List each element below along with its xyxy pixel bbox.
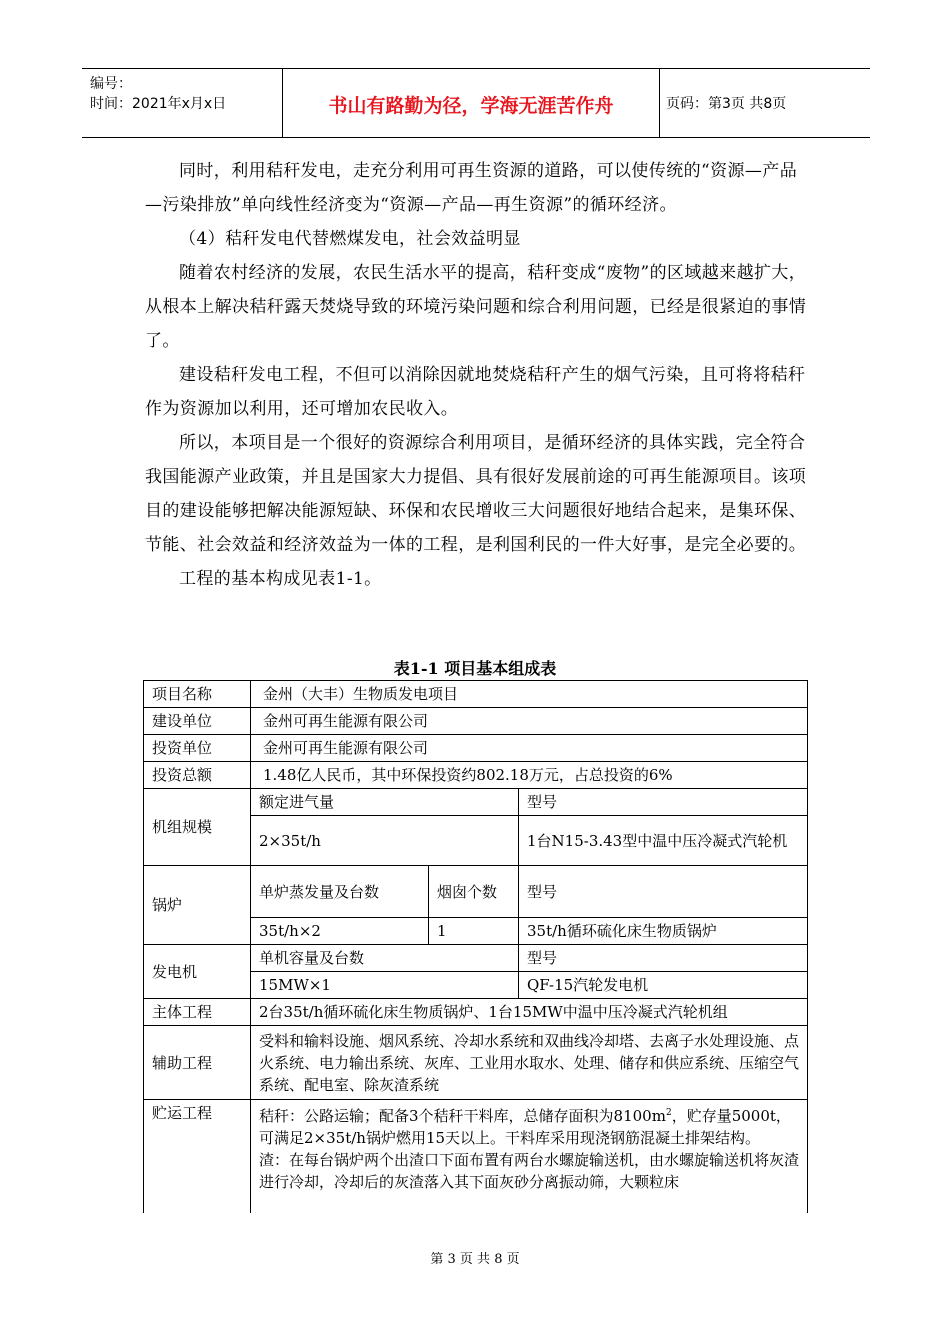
cell-value: 35t/h×2 bbox=[251, 918, 429, 945]
paragraph: 所以，本项目是一个很好的资源综合利用项目，是循环经济的具体实践，完全符合我国能源产业政策，并且是国家大力提倡、具有很好发展前途的可再生能源项目。该项目的建设能够把解决能源短缺、环保和农民增收三大问题很好地结合起来，是集环保、节能、社会效益和经济效益为一体的工程，是利国利民的一件大好事，是完全必要的。 bbox=[145, 433, 807, 555]
row-value: 受料和输料设施、烟风系统、冷却水系统和双曲线冷却塔、去离子水处理设施、点火系统、电力输出系统、灰库、工业用水取水、处理、储存和供应系统、压缩空气系统、配电室、除灰渣系统 bbox=[251, 1026, 808, 1100]
col-header: 型号 bbox=[519, 945, 808, 972]
col-header: 单炉蒸发量及台数 bbox=[251, 866, 429, 918]
cell-value: 1 bbox=[429, 918, 519, 945]
header-motto: 书山有路勤为径，学海无涯苦作舟 bbox=[328, 95, 614, 117]
page-header bbox=[82, 68, 870, 138]
table-row bbox=[144, 945, 808, 972]
page-footer: 第 3 页 共 8 页 bbox=[430, 1252, 520, 1267]
table-row bbox=[144, 1100, 808, 1230]
cell-value: 15MW×1 bbox=[251, 972, 519, 999]
col-header: 单机容量及台数 bbox=[251, 945, 519, 972]
page-break-mask bbox=[143, 1213, 808, 1253]
storage-straw-text-b: ，贮存量5000t，可满足2×35t/h锅炉燃用15天以上。干料库采用现浇钢筋混凝土排架结构。 bbox=[259, 1107, 791, 1147]
table-row bbox=[144, 866, 808, 918]
doc-date-label: 时间：2021年x月x日 bbox=[90, 96, 227, 112]
doc-number-label: 编号： bbox=[90, 76, 132, 92]
paragraph: 工程的基本构成见表1-1。 bbox=[179, 569, 382, 589]
storage-slag-text: 渣：在每台锅炉两个出渣口下面布置有两台水螺旋输送机，由水螺旋输送机将灰渣进行冷却，冷却后的灰渣落入其下面灰砂分离振动筛，大颗粒床 bbox=[259, 1151, 800, 1191]
header-page-cell bbox=[658, 69, 870, 137]
table-row bbox=[144, 762, 808, 789]
cell-value: 2×35t/h bbox=[251, 816, 519, 866]
paragraph-heading: （4）秸秆发电代替燃煤发电，社会效益明显 bbox=[179, 229, 521, 249]
row-label: 建设单位 bbox=[144, 708, 251, 735]
row-value: 2台35t/h循环硫化床生物质锅炉、1台15MW中温中压冷凝式汽轮机组 bbox=[251, 999, 808, 1026]
row-label: 贮运工程 bbox=[144, 1100, 251, 1230]
table-row bbox=[144, 789, 808, 816]
storage-straw-text-a: 秸秆：公路运输；配备3个秸秆干料库，总储存面积为8100m bbox=[259, 1107, 666, 1125]
row-label: 项目名称 bbox=[144, 681, 251, 708]
row-label: 投资总额 bbox=[144, 762, 251, 789]
table-row bbox=[144, 735, 808, 762]
table-row bbox=[144, 681, 808, 708]
row-value: 金州（大丰）生物质发电项目 bbox=[251, 681, 808, 708]
col-header: 烟囱个数 bbox=[429, 866, 519, 918]
cell-value: 1台N15-3.43型中温中压冷凝式汽轮机 bbox=[519, 816, 808, 866]
header-page-number: 页码：第3页 共8页 bbox=[666, 96, 787, 112]
paragraph: 建设秸秆发电工程，不但可以消除因就地焚烧秸秆产生的烟气污染，且可将将秸秆作为资源加以利用，还可增加农民收入。 bbox=[145, 365, 806, 419]
storage-straw-text bbox=[259, 1102, 799, 1149]
paragraph: 同时，利用秸秆发电，走充分利用可再生资源的道路，可以使传统的“资源—产品—污染排放”单向线性经济变为“资源—产品—再生资源”的循环经济。 bbox=[145, 161, 798, 215]
superscript-2: 2 bbox=[665, 1108, 672, 1118]
table-caption: 表1-1 项目基本组成表 bbox=[393, 659, 557, 678]
header-meta bbox=[82, 69, 282, 137]
table-row bbox=[144, 708, 808, 735]
project-composition-table bbox=[143, 680, 808, 1230]
body-text bbox=[145, 154, 809, 596]
row-label: 锅炉 bbox=[144, 866, 251, 945]
row-value: 1.48亿人民币，其中环保投资约802.18万元，占总投资的6% bbox=[251, 762, 808, 789]
header-motto-cell bbox=[282, 69, 660, 137]
row-value: 金州可再生能源有限公司 bbox=[251, 708, 808, 735]
cell-value: QF-15汽轮发电机 bbox=[519, 972, 808, 999]
row-label: 发电机 bbox=[144, 945, 251, 999]
row-label: 辅助工程 bbox=[144, 1026, 251, 1100]
table-row bbox=[144, 999, 808, 1026]
paragraph: 随着农村经济的发展，农民生活水平的提高，秸秆变成“废物”的区域越来越扩大，从根本上解决秸秆露天焚烧导致的环境污染问题和综合利用问题，已经是很紧迫的事情了。 bbox=[145, 263, 807, 351]
col-header: 型号 bbox=[519, 866, 808, 918]
col-header: 型号 bbox=[519, 789, 808, 816]
row-value bbox=[251, 1100, 808, 1230]
row-label: 主体工程 bbox=[144, 999, 251, 1026]
cell-value: 35t/h循环硫化床生物质锅炉 bbox=[519, 918, 808, 945]
row-label: 投资单位 bbox=[144, 735, 251, 762]
table-row bbox=[144, 1026, 808, 1100]
col-header: 额定进气量 bbox=[251, 789, 519, 816]
row-value: 金州可再生能源有限公司 bbox=[251, 735, 808, 762]
row-label: 机组规模 bbox=[144, 789, 251, 866]
